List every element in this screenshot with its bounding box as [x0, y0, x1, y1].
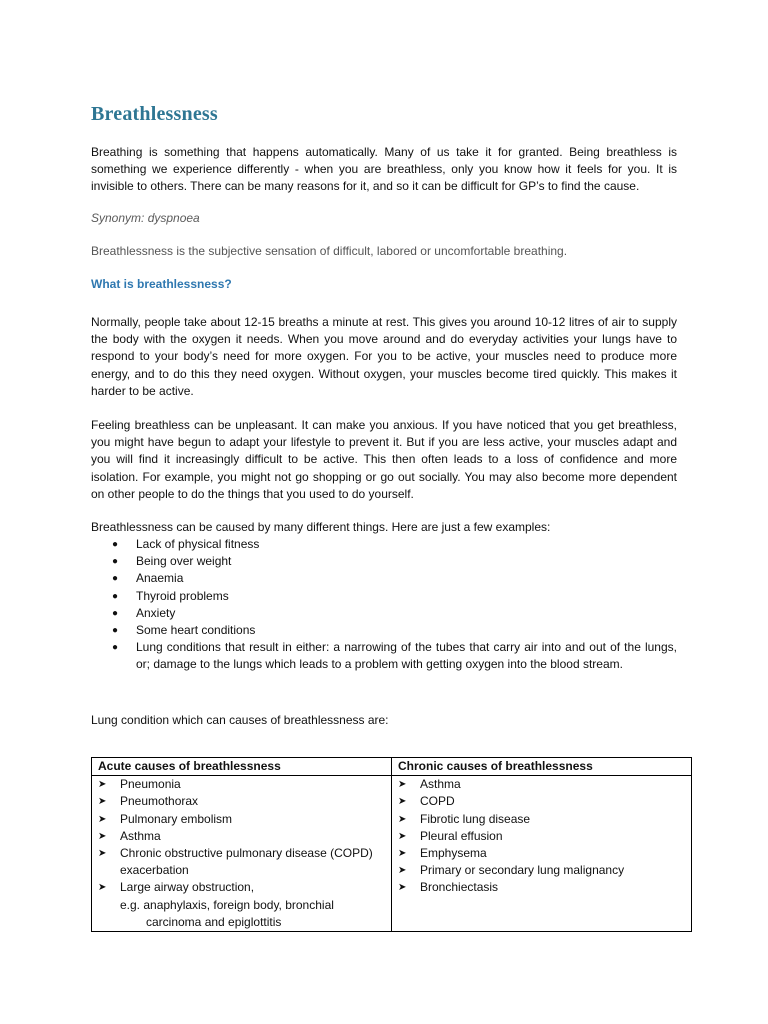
- section-heading-what-is: What is breathlessness?: [91, 277, 232, 291]
- bullet-icon: ●: [112, 556, 119, 568]
- list-item: ➤ Fibrotic lung disease: [398, 811, 685, 828]
- arrow-bullet-icon: ➤: [398, 848, 407, 860]
- arrow-bullet-icon: ➤: [398, 865, 407, 877]
- bullet-icon: ●: [112, 625, 119, 637]
- list-item: ➤ Emphysema: [398, 845, 685, 862]
- list-item: ● Thyroid problems: [91, 588, 677, 605]
- intro-paragraph: Breathing is something that happens automatically. Many of us take it for granted. Being breathless is something we experience differently - when you are breathless, only you know how it feels for you. It is invisible to others. There can be many reasons for it, and so it can be difficult for GP’s to find the cause.: [91, 145, 677, 194]
- list-item: ➤ Pneumothorax: [98, 793, 385, 810]
- synonym-line: Synonym: dyspnoea: [91, 211, 200, 225]
- chronic-header: Chronic causes of breathlessness: [392, 758, 692, 776]
- list-item: ➤ Asthma: [98, 828, 385, 845]
- bullet-icon: ●: [112, 539, 119, 550]
- list-item: ● Lack of physical fitness: [91, 536, 677, 553]
- bullet-icon: ●: [112, 573, 119, 585]
- acute-causes-cell: [92, 776, 392, 932]
- table-row: [92, 776, 692, 932]
- acute-header: Acute causes of breathlessness: [92, 758, 392, 776]
- list-item: ➤ Large airway obstruction,: [98, 879, 385, 896]
- acute-causes-list: [98, 776, 385, 931]
- arrow-bullet-icon: ➤: [398, 779, 407, 791]
- list-item: ➤ Asthma: [398, 776, 685, 793]
- definition-line: Breathlessness is the subjective sensation of difficult, labored or uncomfortable breathing.: [91, 244, 568, 258]
- list-item: ➤ Pulmonary embolism: [98, 811, 385, 828]
- arrow-bullet-icon: ➤: [398, 796, 407, 808]
- document-page: [91, 0, 677, 1024]
- list-item: ➤ COPD: [398, 793, 685, 810]
- list-item: ➤ Chronic obstructive pulmonary disease (COPD) exacerbation: [98, 846, 373, 878]
- list-item: ● Anxiety: [91, 605, 677, 622]
- arrow-bullet-icon: ➤: [98, 796, 107, 808]
- list-item: ➤ Pleural effusion: [398, 828, 685, 845]
- table-header-row: [92, 758, 692, 776]
- arrow-bullet-icon: ➤: [98, 813, 107, 825]
- body-paragraph-normal-breathing: Normally, people take about 12-15 breaths a minute at rest. This gives you around 10-12 litres of air to supply the body with the oxygen it needs. When you move around and do everyday activities your lungs have to respond to your body’s need for more oxygen. For you to be active, your muscles need to produce more energy, and to do this they need oxygen. Without oxygen, your muscles become tired quickly. This makes it harder to be active.: [91, 315, 677, 398]
- arrow-bullet-icon: ➤: [98, 848, 107, 860]
- body-paragraph-feeling-breathless: Feeling breathless can be unpleasant. It can make you anxious. If you have noticed that you get breathless, you might have begun to adapt your lifestyle to prevent it. But if you are less active, your muscles adapt and you will find it increasingly difficult to be active. This then often leads to a loss of confidence and more isolation. For example, you might not go shopping or go out socially. You may also become more dependent on other people to do the things that you used to do yourself.: [91, 418, 677, 501]
- bullet-icon: ●: [112, 590, 119, 602]
- list-item: ● Being over weight: [91, 553, 677, 570]
- list-item: ➤ Pneumonia: [98, 776, 385, 793]
- arrow-bullet-icon: ➤: [98, 830, 107, 842]
- bullet-icon: ●: [112, 607, 119, 619]
- page-title: Breathlessness: [91, 103, 218, 125]
- arrow-bullet-icon: ➤: [398, 813, 407, 825]
- chronic-causes-cell: [392, 776, 692, 932]
- list-item: ● Anaemia: [91, 570, 677, 587]
- arrow-bullet-icon: ➤: [98, 882, 107, 894]
- causes-list: [91, 536, 677, 674]
- list-item: ➤ Bronchiectasis: [398, 879, 685, 896]
- arrow-bullet-icon: ➤: [398, 882, 407, 894]
- list-item: ➤ Primary or secondary lung malignancy: [398, 862, 685, 879]
- list-item: ● Some heart conditions: [91, 622, 677, 639]
- list-item: ● Lung conditions that result in either: a narrowing of the tubes that carry air into and out of the lungs, or; damage to the lungs which leads to a problem with getting oxygen into the blood stream.: [112, 640, 677, 672]
- arrow-bullet-icon: ➤: [98, 779, 107, 791]
- list-item-note: e.g. anaphylaxis, foreign body, bronchial: [120, 897, 334, 912]
- causes-table: [91, 757, 692, 932]
- chronic-causes-list: [398, 776, 685, 896]
- arrow-bullet-icon: ➤: [398, 830, 407, 842]
- table-intro: Lung condition which can causes of breathlessness are:: [91, 713, 389, 727]
- causes-intro: Breathlessness can be caused by many different things. Here are just a few examples:: [91, 520, 551, 534]
- bullet-icon: ●: [112, 642, 119, 654]
- list-item-note: carcinoma and epiglottitis: [146, 914, 282, 929]
